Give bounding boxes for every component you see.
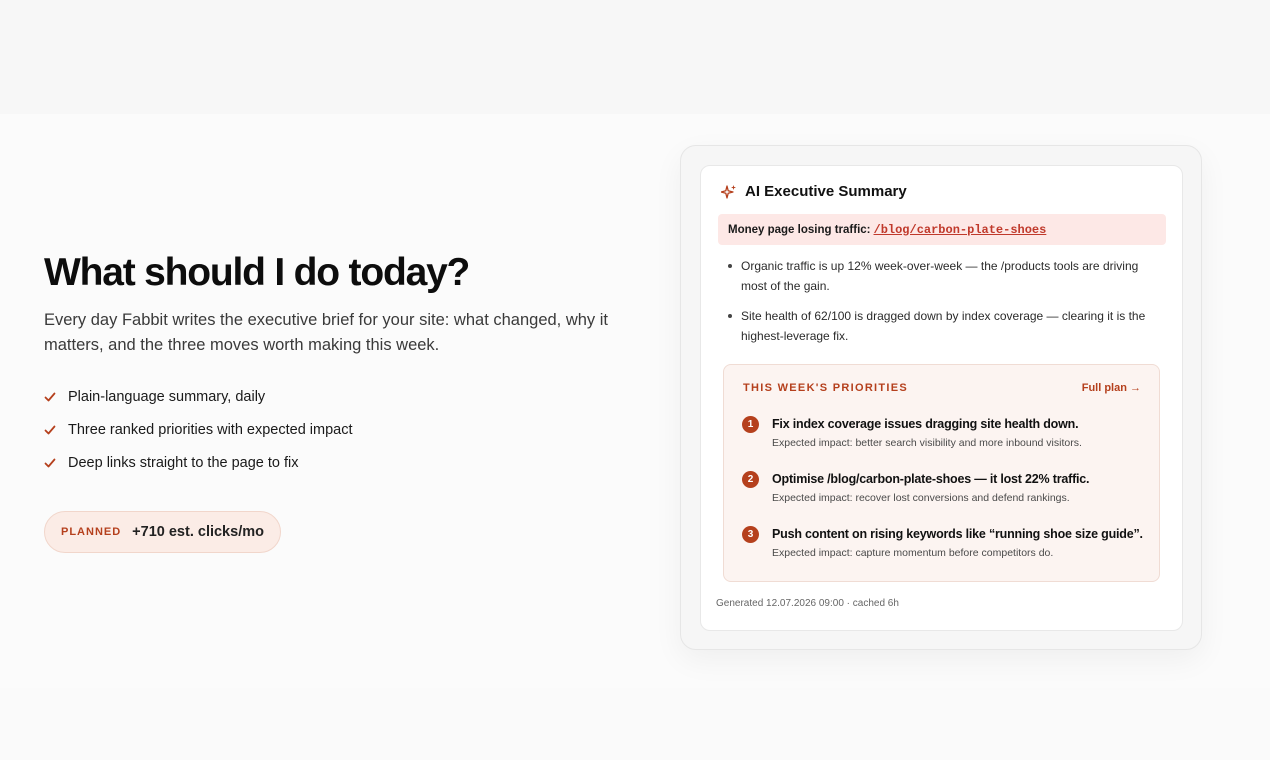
priority-title: Optimise /blog/carbon-plate-shoes — it lost 22% traffic. (772, 472, 1090, 486)
hero-title: What should I do today? (44, 251, 470, 294)
priority-number: 3 (742, 526, 759, 543)
alert-label: Money page losing traffic: (728, 223, 871, 236)
priorities-header (743, 382, 1141, 394)
bottom-band (0, 688, 1270, 760)
priorities-title: THIS WEEK'S PRIORITIES (743, 382, 909, 394)
feature-label: Plain-language summary, daily (68, 388, 266, 405)
check-icon (44, 457, 56, 469)
badge-value: +710 est. clicks/mo (132, 524, 264, 540)
feature-item (44, 446, 624, 479)
feature-label: Three ranked priorities with expected impact (68, 421, 353, 438)
priority-title: Push content on rising keywords like “running shoe size guide”. (772, 527, 1143, 541)
priorities-panel (723, 364, 1160, 582)
card-header (721, 183, 907, 200)
priority-number: 1 (742, 416, 759, 433)
bullet-dot (728, 264, 732, 268)
summary-bullets (728, 256, 1158, 356)
feature-item (44, 413, 624, 446)
top-band (0, 0, 1270, 114)
priority-item[interactable] (742, 415, 1147, 470)
priority-number: 2 (742, 471, 759, 488)
badge-tag: PLANNED (61, 526, 122, 538)
feature-label: Deep links straight to the page to fix (68, 454, 299, 471)
priority-impact: Expected impact: recover lost conversions and defend rankings. (772, 492, 1070, 504)
priorities-list (742, 415, 1147, 580)
card-title: AI Executive Summary (745, 183, 907, 200)
alert-banner (718, 214, 1166, 245)
feature-list (44, 380, 624, 479)
summary-card-frame (680, 145, 1202, 650)
bullet-text: Site health of 62/100 is dragged down by index coverage — clearing it is the highest-leverage fix. (741, 309, 1146, 343)
full-plan-link[interactable]: Full plan → (1081, 382, 1141, 394)
priority-item[interactable] (742, 470, 1147, 525)
generated-timestamp: Generated 12.07.2026 09:00 · cached 6h (716, 598, 899, 609)
priority-item[interactable] (742, 525, 1147, 580)
summary-bullet (728, 256, 1158, 296)
hero-section (44, 250, 624, 553)
bullet-text: Organic traffic is up 12% week-over-week — the /products tools are driving most of the gain. (741, 259, 1139, 293)
priority-impact: Expected impact: capture momentum before competitors do. (772, 547, 1054, 559)
alert-page-link[interactable]: /blog/carbon-plate-shoes (873, 222, 1047, 237)
feature-item (44, 380, 624, 413)
summary-card (700, 165, 1183, 631)
sparkle-icon (721, 184, 737, 200)
summary-bullet (728, 306, 1158, 346)
check-icon (44, 391, 56, 403)
planned-badge (44, 511, 281, 553)
priority-title: Fix index coverage issues dragging site health down. (772, 417, 1079, 431)
check-icon (44, 424, 56, 436)
bullet-dot (728, 314, 732, 318)
priority-impact: Expected impact: better search visibility and more inbound visitors. (772, 437, 1082, 449)
hero-description: Every day Fabbit writes the executive brief for your site: what changed, why it matters, and the three moves worth making this week. (44, 311, 609, 354)
